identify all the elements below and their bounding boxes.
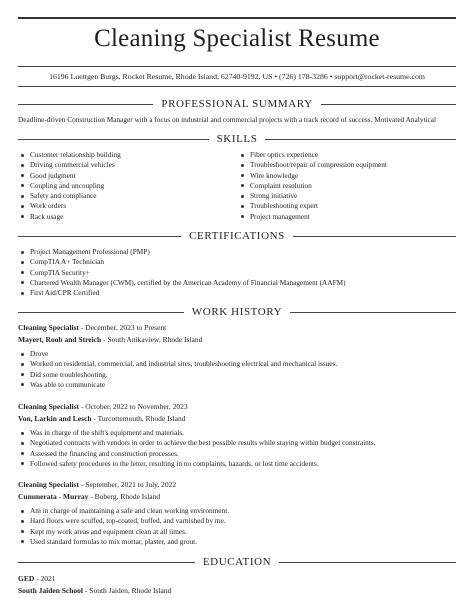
list-item: Used standard formulas to mix mortar, plaster, and grout.: [18, 537, 229, 547]
divider: [290, 312, 456, 313]
education-year: - 2021: [34, 574, 56, 583]
list-item: CompTIA A+ Technician: [18, 257, 346, 267]
list-item: Driving commercial vehicles: [18, 160, 121, 170]
list-item: Troubleshoot/repair of compression equipment: [238, 160, 387, 170]
job-location: - Boberg, Rhode Island: [88, 492, 161, 501]
job-dates: - September, 2021 to July, 2022: [79, 480, 177, 489]
section-header-education: [18, 555, 456, 569]
list-item: Complaint resolution: [238, 181, 387, 191]
list-item: Coupling and uncoupling: [18, 181, 121, 191]
contact-divider-bottom: [18, 86, 456, 87]
skills-list-left: [18, 150, 121, 222]
job-company: Von, Larkin and Lesch: [18, 414, 92, 423]
section-title: EDUCATION: [202, 556, 272, 568]
list-item: Fiber optics experience: [238, 150, 387, 160]
list-item: Hard floors were scuffed, top-coated, buffed, and varnished by me.: [18, 516, 229, 526]
job-bullets: [18, 349, 337, 390]
section-header-work-history: [18, 305, 456, 319]
job-company: Mayert, Roob and Streich: [18, 335, 102, 344]
divider: [18, 562, 195, 563]
education-school: South Jaiden School: [18, 586, 84, 595]
job-company-line: [18, 492, 160, 501]
list-item: Wire knowledge: [238, 171, 387, 181]
skills-list-right: [238, 150, 387, 222]
education-degree-line: [18, 574, 56, 583]
list-item: CompTIA Security+: [18, 268, 346, 278]
job-dates: - December, 2023 to Present: [79, 323, 167, 332]
section-header-skills: [18, 132, 456, 146]
job-company: Cummerata - Murray: [18, 492, 89, 501]
certifications-list: [18, 247, 346, 298]
list-item: Drove: [18, 349, 337, 359]
list-item: Am in charge of maintaining a safe and clean working environment.: [18, 506, 229, 516]
top-divider: [18, 17, 456, 19]
education-location: - South Jaiden, Rhode Island: [83, 586, 172, 595]
list-item: Work orders: [18, 201, 121, 211]
divider: [18, 139, 209, 140]
contact-info: 16196 Luettgen Burgs, Rocket Resume, Rhode Island, 62740-9192, US • (726) 178-3286 • support@rocket-resume.com: [49, 72, 425, 81]
resume-title: Cleaning Specialist Resume: [94, 25, 380, 52]
list-item: Project management: [238, 212, 387, 222]
job-location: - South Anikaview, Rhode Island: [101, 335, 203, 344]
job-company-line: [18, 335, 202, 344]
list-item: Worked on residential, commercial, and industrial sites, troubleshooting electrical and mechanical issues.: [18, 359, 337, 369]
list-item: Safety and compliance: [18, 191, 121, 201]
divider: [265, 139, 456, 140]
job-title-line: [18, 402, 188, 411]
list-item: Followed safety procedures to the letter, resulting in no complaints, hazards, or lost time accidents.: [18, 459, 376, 469]
section-title: SKILLS: [216, 133, 258, 145]
list-item: Assessed the financing and construction processes.: [18, 449, 376, 459]
job-location: - Turcottemouth, Rhode Island: [91, 414, 186, 423]
section-title: CERTIFICATIONS: [189, 230, 285, 242]
section-title: WORK HISTORY: [191, 306, 283, 318]
education-school-line: [18, 586, 171, 595]
list-item: Troubleshooting expert: [238, 201, 387, 211]
job-title: Cleaning Specialist: [18, 480, 80, 489]
section-header-summary: [18, 97, 456, 111]
list-item: Project Management Professional (PMP): [18, 247, 346, 257]
job-dates: - October, 2022 to November, 2023: [79, 402, 188, 411]
list-item: Was in charge of the shift's equipment and materials.: [18, 428, 376, 438]
job-company-line: [18, 414, 185, 423]
list-item: Customer relationship building: [18, 150, 121, 160]
list-item: First Aid/CPR Certified: [18, 288, 346, 298]
list-item: Was able to communicate: [18, 380, 337, 390]
list-item: Strong initiative: [238, 191, 387, 201]
divider: [18, 236, 181, 237]
summary-text: Deadline-driven Construction Manager with a focus on industrial and commercial projects with a track record of success. Motivated Analytical: [18, 115, 437, 124]
section-header-certifications: [18, 229, 456, 243]
list-item: Chartered Wealth Manager (CWM), certified by the American Academy of Financial Management (AAFM): [18, 278, 346, 288]
job-title-line: [18, 480, 176, 489]
job-bullets: [18, 428, 376, 469]
job-title: Cleaning Specialist: [18, 402, 80, 411]
divider: [293, 236, 456, 237]
education-degree: GED: [18, 574, 35, 583]
job-title-line: [18, 323, 166, 332]
list-item: Rack usage: [18, 212, 121, 222]
list-item: Good judgment: [18, 171, 121, 181]
divider: [18, 104, 153, 105]
contact-divider-top: [18, 66, 456, 67]
job-bullets: [18, 506, 229, 547]
list-item: Negotiated contracts with vendors in order to achieve the best possible results while staying within budget constraints.: [18, 438, 376, 448]
divider: [321, 104, 456, 105]
job-title: Cleaning Specialist: [18, 323, 80, 332]
section-title: PROFESSIONAL SUMMARY: [161, 98, 313, 110]
list-item: Kept my work areas and equipment clean at all times.: [18, 527, 229, 537]
divider: [279, 562, 456, 563]
list-item: Did some troubleshooting.: [18, 370, 337, 380]
divider: [18, 312, 184, 313]
